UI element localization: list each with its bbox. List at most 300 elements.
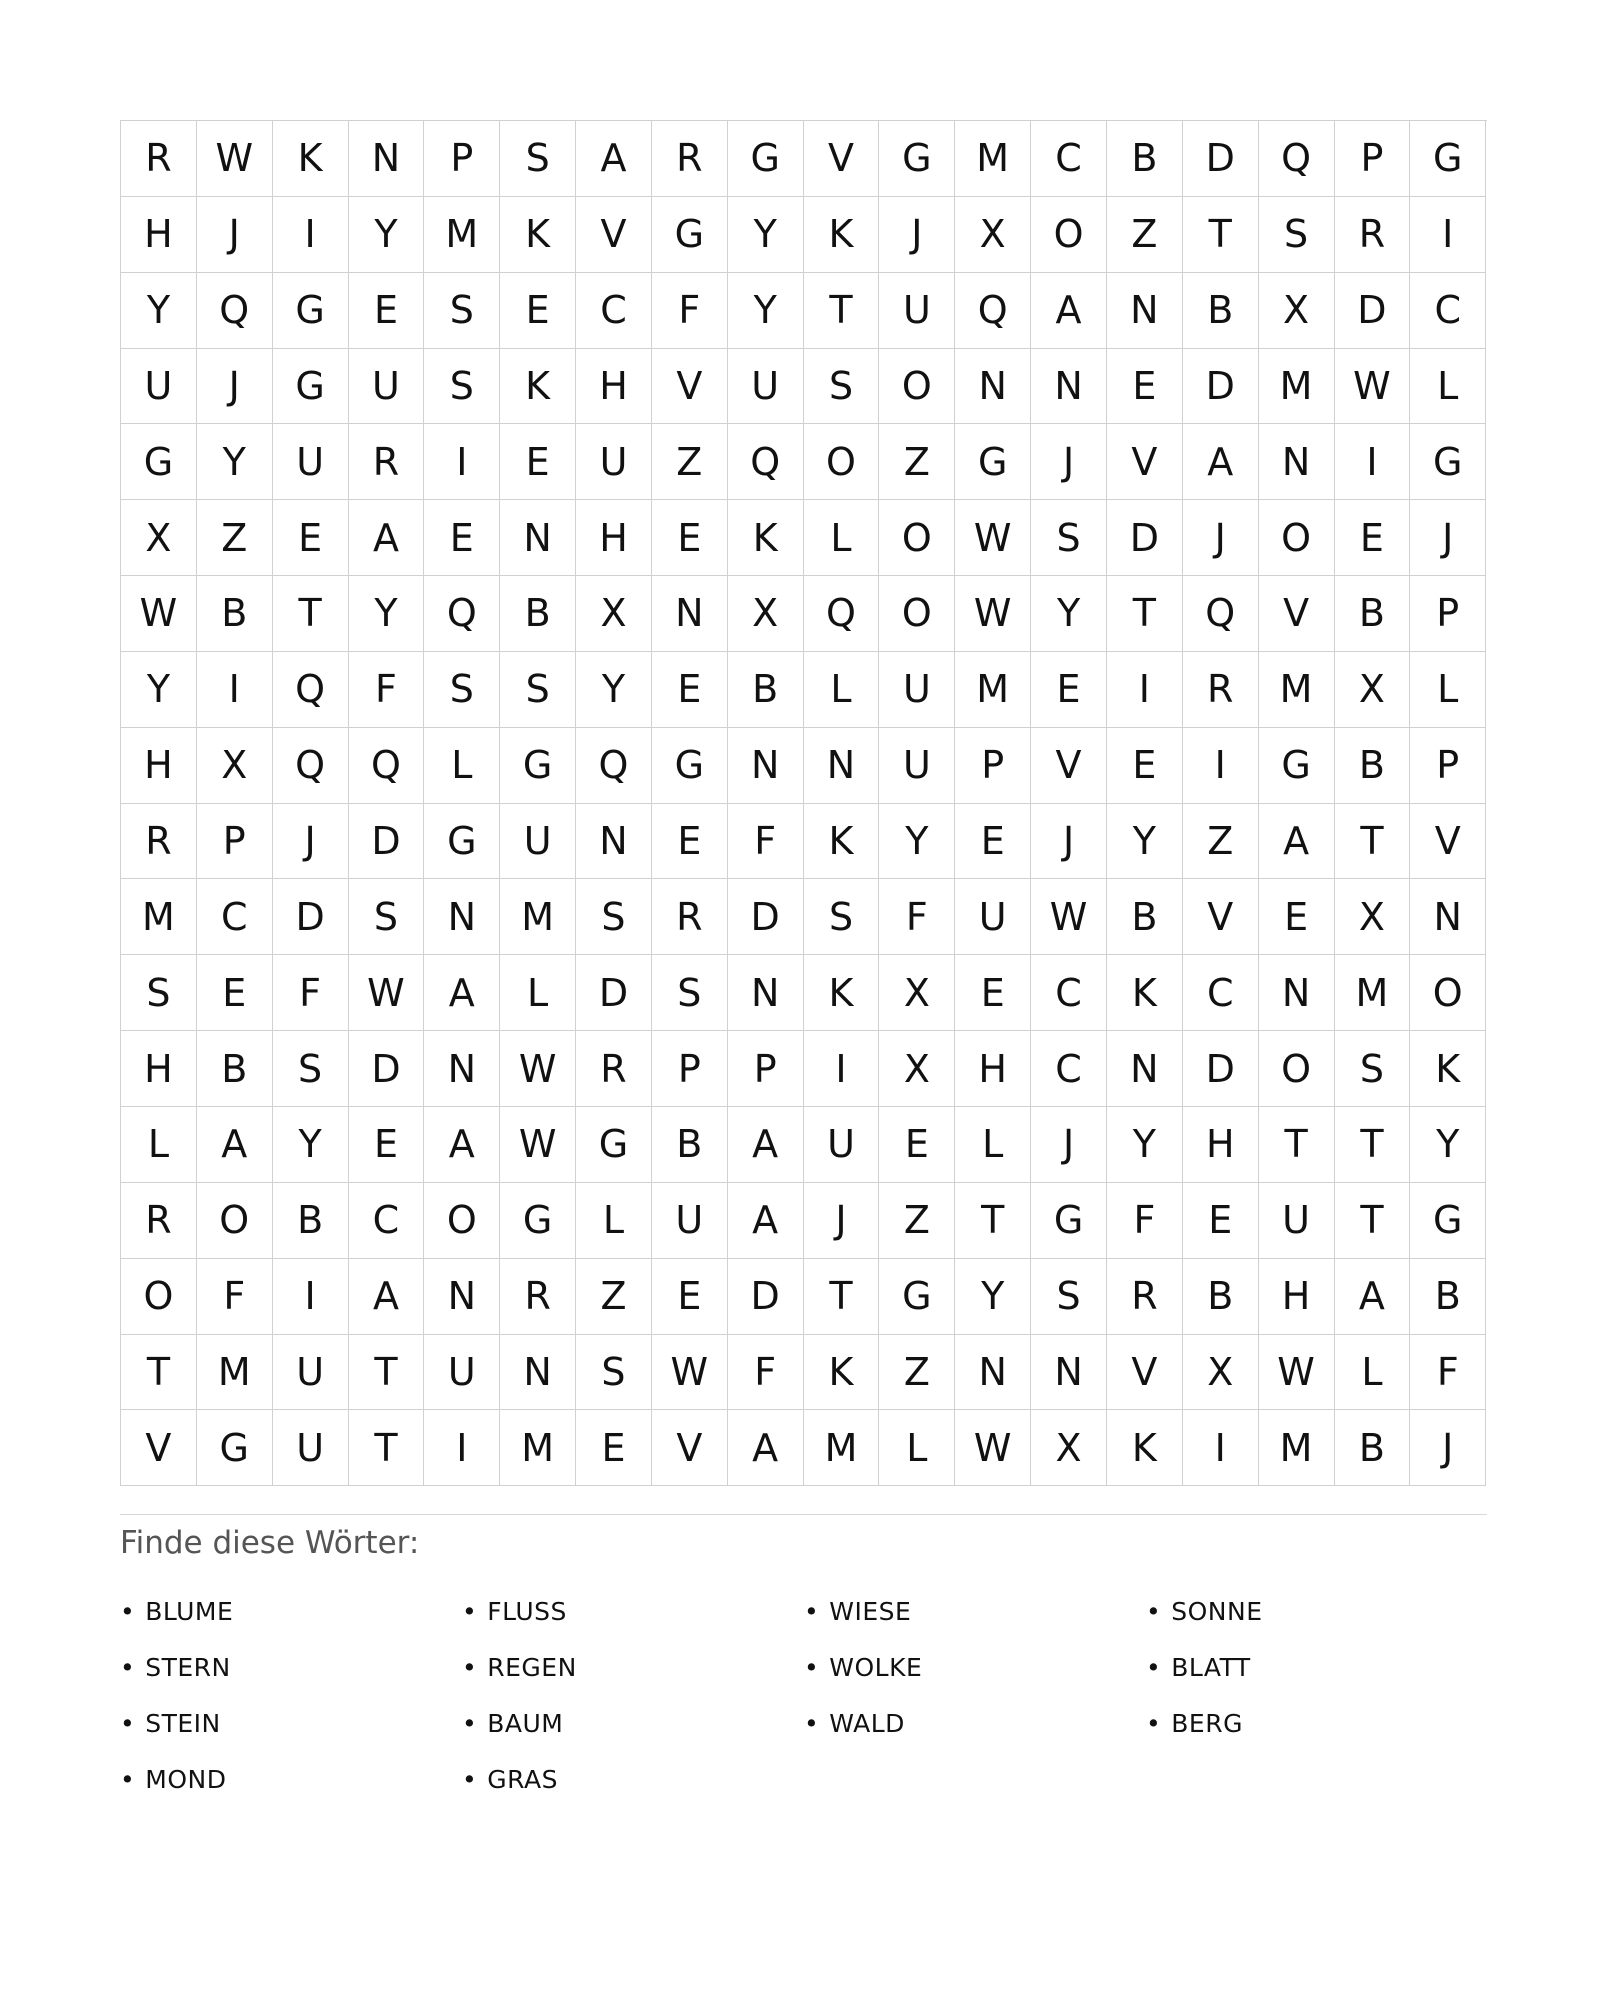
grid-cell[interactable]: X xyxy=(879,955,955,1031)
grid-cell[interactable]: Q xyxy=(955,273,1031,349)
grid-cell[interactable]: D xyxy=(1107,500,1183,576)
grid-cell[interactable]: O xyxy=(1410,955,1486,1031)
grid-cell[interactable]: M xyxy=(1259,652,1335,728)
grid-cell[interactable]: N xyxy=(1031,1335,1107,1411)
grid-cell[interactable]: O xyxy=(1031,197,1107,273)
grid-cell[interactable]: M xyxy=(121,879,197,955)
grid-cell[interactable]: U xyxy=(879,728,955,804)
grid-cell[interactable]: B xyxy=(1335,576,1411,652)
grid-cell[interactable]: S xyxy=(121,955,197,1031)
grid-cell[interactable]: Y xyxy=(121,652,197,728)
grid-cell[interactable]: P xyxy=(1335,121,1411,197)
grid-cell[interactable]: R xyxy=(121,121,197,197)
grid-cell[interactable]: E xyxy=(1031,652,1107,728)
grid-cell[interactable]: H xyxy=(1183,1107,1259,1183)
grid-cell[interactable]: H xyxy=(121,1031,197,1107)
grid-cell[interactable]: S xyxy=(424,273,500,349)
grid-cell[interactable]: E xyxy=(424,500,500,576)
grid-cell[interactable]: O xyxy=(879,500,955,576)
grid-cell[interactable]: Q xyxy=(1259,121,1335,197)
grid-cell[interactable]: A xyxy=(728,1410,804,1486)
grid-cell[interactable]: U xyxy=(955,879,1031,955)
grid-cell[interactable]: E xyxy=(652,1259,728,1335)
grid-cell[interactable]: J xyxy=(197,197,273,273)
grid-cell[interactable]: C xyxy=(1031,121,1107,197)
grid-cell[interactable]: O xyxy=(1259,1031,1335,1107)
grid-cell[interactable]: E xyxy=(1183,1183,1259,1259)
grid-cell[interactable]: S xyxy=(500,121,576,197)
grid-cell[interactable]: V xyxy=(1031,728,1107,804)
grid-cell[interactable]: Y xyxy=(1031,576,1107,652)
grid-cell[interactable]: N xyxy=(1259,424,1335,500)
grid-cell[interactable]: V xyxy=(1410,804,1486,880)
grid-cell[interactable]: D xyxy=(576,955,652,1031)
grid-cell[interactable]: K xyxy=(500,197,576,273)
grid-cell[interactable]: B xyxy=(197,1031,273,1107)
grid-cell[interactable]: K xyxy=(804,197,880,273)
grid-cell[interactable]: F xyxy=(1410,1335,1486,1411)
grid-cell[interactable]: N xyxy=(804,728,880,804)
grid-cell[interactable]: L xyxy=(1335,1335,1411,1411)
grid-cell[interactable]: Z xyxy=(652,424,728,500)
grid-cell[interactable]: D xyxy=(1183,349,1259,425)
grid-cell[interactable]: G xyxy=(1410,1183,1486,1259)
grid-cell[interactable]: K xyxy=(804,955,880,1031)
grid-cell[interactable]: U xyxy=(273,1410,349,1486)
grid-cell[interactable]: Q xyxy=(804,576,880,652)
grid-cell[interactable]: K xyxy=(1410,1031,1486,1107)
grid-cell[interactable]: O xyxy=(879,349,955,425)
grid-cell[interactable]: N xyxy=(1107,1031,1183,1107)
grid-cell[interactable]: H xyxy=(121,197,197,273)
grid-cell[interactable]: Y xyxy=(197,424,273,500)
grid-cell[interactable]: J xyxy=(1031,1107,1107,1183)
grid-cell[interactable]: P xyxy=(728,1031,804,1107)
grid-cell[interactable]: Y xyxy=(955,1259,1031,1335)
grid-cell[interactable]: Q xyxy=(576,728,652,804)
grid-cell[interactable]: E xyxy=(500,273,576,349)
grid-cell[interactable]: P xyxy=(1410,576,1486,652)
grid-cell[interactable]: V xyxy=(1107,1335,1183,1411)
grid-cell[interactable]: Z xyxy=(1183,804,1259,880)
grid-cell[interactable]: A xyxy=(728,1183,804,1259)
grid-cell[interactable]: Y xyxy=(273,1107,349,1183)
grid-cell[interactable]: R xyxy=(121,1183,197,1259)
grid-cell[interactable]: B xyxy=(1335,728,1411,804)
grid-cell[interactable]: D xyxy=(273,879,349,955)
grid-cell[interactable]: Q xyxy=(273,728,349,804)
grid-cell[interactable]: W xyxy=(955,576,1031,652)
grid-cell[interactable]: V xyxy=(1183,879,1259,955)
grid-cell[interactable]: I xyxy=(273,197,349,273)
grid-cell[interactable]: M xyxy=(1335,955,1411,1031)
grid-cell[interactable]: I xyxy=(804,1031,880,1107)
grid-cell[interactable]: E xyxy=(1107,349,1183,425)
grid-cell[interactable]: U xyxy=(121,349,197,425)
grid-cell[interactable]: X xyxy=(197,728,273,804)
grid-cell[interactable]: U xyxy=(1259,1183,1335,1259)
grid-cell[interactable]: J xyxy=(1410,500,1486,576)
grid-cell[interactable]: E xyxy=(652,500,728,576)
grid-cell[interactable]: T xyxy=(1107,576,1183,652)
grid-cell[interactable]: Q xyxy=(728,424,804,500)
grid-cell[interactable]: U xyxy=(652,1183,728,1259)
grid-cell[interactable]: A xyxy=(1259,804,1335,880)
grid-cell[interactable]: X xyxy=(1259,273,1335,349)
grid-cell[interactable]: L xyxy=(424,728,500,804)
grid-cell[interactable]: W xyxy=(197,121,273,197)
grid-cell[interactable]: S xyxy=(804,879,880,955)
grid-cell[interactable]: T xyxy=(273,576,349,652)
grid-cell[interactable]: T xyxy=(804,273,880,349)
grid-cell[interactable]: I xyxy=(424,1410,500,1486)
grid-cell[interactable]: X xyxy=(576,576,652,652)
grid-cell[interactable]: K xyxy=(273,121,349,197)
grid-cell[interactable]: J xyxy=(804,1183,880,1259)
grid-cell[interactable]: Y xyxy=(576,652,652,728)
grid-cell[interactable]: S xyxy=(1259,197,1335,273)
grid-cell[interactable]: G xyxy=(652,197,728,273)
grid-cell[interactable]: N xyxy=(1259,955,1335,1031)
grid-cell[interactable]: E xyxy=(1259,879,1335,955)
grid-cell[interactable]: V xyxy=(652,349,728,425)
grid-cell[interactable]: Z xyxy=(1107,197,1183,273)
grid-cell[interactable]: Z xyxy=(197,500,273,576)
grid-cell[interactable]: Q xyxy=(273,652,349,728)
grid-cell[interactable]: G xyxy=(1410,424,1486,500)
grid-cell[interactable]: N xyxy=(500,500,576,576)
grid-cell[interactable]: U xyxy=(500,804,576,880)
grid-cell[interactable]: J xyxy=(197,349,273,425)
grid-cell[interactable]: Z xyxy=(879,1335,955,1411)
grid-cell[interactable]: L xyxy=(879,1410,955,1486)
grid-cell[interactable]: E xyxy=(1335,500,1411,576)
grid-cell[interactable]: U xyxy=(273,1335,349,1411)
grid-cell[interactable]: K xyxy=(1107,955,1183,1031)
grid-cell[interactable]: W xyxy=(1335,349,1411,425)
grid-cell[interactable]: X xyxy=(1031,1410,1107,1486)
grid-cell[interactable]: A xyxy=(349,500,425,576)
grid-cell[interactable]: W xyxy=(955,500,1031,576)
grid-cell[interactable]: M xyxy=(1259,349,1335,425)
grid-cell[interactable]: T xyxy=(349,1410,425,1486)
grid-cell[interactable]: P xyxy=(424,121,500,197)
grid-cell[interactable]: C xyxy=(349,1183,425,1259)
grid-cell[interactable]: G xyxy=(955,424,1031,500)
grid-cell[interactable]: J xyxy=(1410,1410,1486,1486)
grid-cell[interactable]: D xyxy=(349,1031,425,1107)
grid-cell[interactable]: I xyxy=(1183,728,1259,804)
grid-cell[interactable]: U xyxy=(273,424,349,500)
grid-cell[interactable]: C xyxy=(197,879,273,955)
grid-cell[interactable]: T xyxy=(1335,1107,1411,1183)
grid-cell[interactable]: B xyxy=(197,576,273,652)
grid-cell[interactable]: M xyxy=(955,121,1031,197)
grid-cell[interactable]: T xyxy=(349,1335,425,1411)
grid-cell[interactable]: A xyxy=(424,955,500,1031)
grid-cell[interactable]: G xyxy=(273,349,349,425)
grid-cell[interactable]: S xyxy=(576,1335,652,1411)
grid-cell[interactable]: G xyxy=(1410,121,1486,197)
grid-cell[interactable]: W xyxy=(1031,879,1107,955)
grid-cell[interactable]: N xyxy=(728,728,804,804)
grid-cell[interactable]: U xyxy=(424,1335,500,1411)
grid-cell[interactable]: B xyxy=(1183,1259,1259,1335)
grid-cell[interactable]: V xyxy=(576,197,652,273)
grid-cell[interactable]: S xyxy=(1031,500,1107,576)
grid-cell[interactable]: Y xyxy=(121,273,197,349)
grid-cell[interactable]: F xyxy=(197,1259,273,1335)
grid-cell[interactable]: G xyxy=(424,804,500,880)
grid-cell[interactable]: N xyxy=(349,121,425,197)
grid-cell[interactable]: A xyxy=(1183,424,1259,500)
grid-cell[interactable]: B xyxy=(1107,879,1183,955)
grid-cell[interactable]: G xyxy=(879,121,955,197)
grid-cell[interactable]: E xyxy=(349,273,425,349)
grid-cell[interactable]: J xyxy=(1031,424,1107,500)
grid-cell[interactable]: G xyxy=(500,1183,576,1259)
grid-cell[interactable]: G xyxy=(500,728,576,804)
grid-cell[interactable]: G xyxy=(576,1107,652,1183)
grid-cell[interactable]: X xyxy=(1183,1335,1259,1411)
grid-cell[interactable]: I xyxy=(197,652,273,728)
grid-cell[interactable]: E xyxy=(273,500,349,576)
grid-cell[interactable]: S xyxy=(349,879,425,955)
grid-cell[interactable]: J xyxy=(879,197,955,273)
grid-cell[interactable]: V xyxy=(1107,424,1183,500)
grid-cell[interactable]: R xyxy=(500,1259,576,1335)
grid-cell[interactable]: X xyxy=(1335,652,1411,728)
grid-cell[interactable]: M xyxy=(1259,1410,1335,1486)
grid-cell[interactable]: N xyxy=(424,1259,500,1335)
grid-cell[interactable]: E xyxy=(652,652,728,728)
grid-cell[interactable]: N xyxy=(1410,879,1486,955)
grid-cell[interactable]: J xyxy=(1183,500,1259,576)
grid-cell[interactable]: T xyxy=(1259,1107,1335,1183)
grid-cell[interactable]: Q xyxy=(1183,576,1259,652)
grid-cell[interactable]: C xyxy=(1031,1031,1107,1107)
grid-cell[interactable]: E xyxy=(879,1107,955,1183)
grid-cell[interactable]: V xyxy=(121,1410,197,1486)
grid-cell[interactable]: F xyxy=(652,273,728,349)
grid-cell[interactable]: F xyxy=(728,804,804,880)
grid-cell[interactable]: C xyxy=(1410,273,1486,349)
grid-cell[interactable]: D xyxy=(349,804,425,880)
grid-cell[interactable]: I xyxy=(424,424,500,500)
grid-cell[interactable]: T xyxy=(1183,197,1259,273)
grid-cell[interactable]: Y xyxy=(1107,804,1183,880)
grid-cell[interactable]: Q xyxy=(197,273,273,349)
grid-cell[interactable]: B xyxy=(1107,121,1183,197)
grid-cell[interactable]: G xyxy=(197,1410,273,1486)
grid-cell[interactable]: G xyxy=(121,424,197,500)
grid-cell[interactable]: H xyxy=(1259,1259,1335,1335)
grid-cell[interactable]: P xyxy=(1410,728,1486,804)
grid-cell[interactable]: Z xyxy=(879,424,955,500)
grid-cell[interactable]: L xyxy=(121,1107,197,1183)
grid-cell[interactable]: L xyxy=(576,1183,652,1259)
grid-cell[interactable]: M xyxy=(197,1335,273,1411)
grid-cell[interactable]: O xyxy=(879,576,955,652)
grid-cell[interactable]: E xyxy=(955,955,1031,1031)
grid-cell[interactable]: L xyxy=(500,955,576,1031)
grid-cell[interactable]: U xyxy=(879,652,955,728)
grid-cell[interactable]: S xyxy=(804,349,880,425)
grid-cell[interactable]: H xyxy=(955,1031,1031,1107)
grid-cell[interactable]: S xyxy=(273,1031,349,1107)
grid-cell[interactable]: L xyxy=(804,500,880,576)
grid-cell[interactable]: U xyxy=(349,349,425,425)
grid-cell[interactable]: R xyxy=(652,879,728,955)
grid-cell[interactable]: P xyxy=(197,804,273,880)
grid-cell[interactable]: H xyxy=(576,500,652,576)
grid-cell[interactable]: W xyxy=(500,1107,576,1183)
grid-cell[interactable]: D xyxy=(1183,1031,1259,1107)
grid-cell[interactable]: G xyxy=(1259,728,1335,804)
grid-cell[interactable]: X xyxy=(121,500,197,576)
grid-cell[interactable]: T xyxy=(955,1183,1031,1259)
grid-cell[interactable]: C xyxy=(1031,955,1107,1031)
grid-cell[interactable]: Y xyxy=(728,273,804,349)
grid-cell[interactable]: F xyxy=(273,955,349,1031)
grid-cell[interactable]: E xyxy=(955,804,1031,880)
grid-cell[interactable]: R xyxy=(1335,197,1411,273)
grid-cell[interactable]: O xyxy=(804,424,880,500)
grid-cell[interactable]: I xyxy=(1335,424,1411,500)
grid-cell[interactable]: C xyxy=(576,273,652,349)
grid-cell[interactable]: X xyxy=(955,197,1031,273)
grid-cell[interactable]: Y xyxy=(728,197,804,273)
grid-cell[interactable]: Q xyxy=(424,576,500,652)
grid-cell[interactable]: E xyxy=(576,1410,652,1486)
grid-cell[interactable]: E xyxy=(197,955,273,1031)
grid-cell[interactable]: D xyxy=(1183,121,1259,197)
grid-cell[interactable]: U xyxy=(879,273,955,349)
grid-cell[interactable]: I xyxy=(1410,197,1486,273)
grid-cell[interactable]: G xyxy=(728,121,804,197)
grid-cell[interactable]: U xyxy=(804,1107,880,1183)
grid-cell[interactable]: B xyxy=(273,1183,349,1259)
grid-cell[interactable]: U xyxy=(728,349,804,425)
grid-cell[interactable]: M xyxy=(500,1410,576,1486)
grid-cell[interactable]: W xyxy=(1259,1335,1335,1411)
grid-cell[interactable]: E xyxy=(1107,728,1183,804)
grid-cell[interactable]: V xyxy=(652,1410,728,1486)
grid-cell[interactable]: N xyxy=(576,804,652,880)
grid-cell[interactable]: N xyxy=(1107,273,1183,349)
grid-cell[interactable]: T xyxy=(121,1335,197,1411)
grid-cell[interactable]: E xyxy=(349,1107,425,1183)
grid-cell[interactable]: M xyxy=(955,652,1031,728)
grid-cell[interactable]: R xyxy=(349,424,425,500)
grid-cell[interactable]: B xyxy=(1410,1259,1486,1335)
grid-cell[interactable]: M xyxy=(500,879,576,955)
grid-cell[interactable]: S xyxy=(652,955,728,1031)
grid-cell[interactable]: N xyxy=(728,955,804,1031)
grid-cell[interactable]: W xyxy=(121,576,197,652)
grid-cell[interactable]: H xyxy=(576,349,652,425)
grid-cell[interactable]: D xyxy=(728,1259,804,1335)
grid-cell[interactable]: S xyxy=(1335,1031,1411,1107)
grid-cell[interactable]: X xyxy=(728,576,804,652)
grid-cell[interactable]: Q xyxy=(349,728,425,804)
grid-cell[interactable]: F xyxy=(728,1335,804,1411)
grid-cell[interactable]: K xyxy=(804,804,880,880)
grid-cell[interactable]: W xyxy=(500,1031,576,1107)
grid-cell[interactable]: P xyxy=(955,728,1031,804)
grid-cell[interactable]: T xyxy=(1335,804,1411,880)
grid-cell[interactable]: O xyxy=(197,1183,273,1259)
grid-cell[interactable]: N xyxy=(955,1335,1031,1411)
grid-cell[interactable]: D xyxy=(728,879,804,955)
grid-cell[interactable]: K xyxy=(804,1335,880,1411)
grid-cell[interactable]: F xyxy=(1107,1183,1183,1259)
grid-cell[interactable]: N xyxy=(1031,349,1107,425)
grid-cell[interactable]: A xyxy=(349,1259,425,1335)
grid-cell[interactable]: O xyxy=(121,1259,197,1335)
grid-cell[interactable]: M xyxy=(804,1410,880,1486)
grid-cell[interactable]: F xyxy=(879,879,955,955)
grid-cell[interactable]: B xyxy=(500,576,576,652)
grid-cell[interactable]: U xyxy=(576,424,652,500)
grid-cell[interactable]: Y xyxy=(1410,1107,1486,1183)
grid-cell[interactable]: D xyxy=(1335,273,1411,349)
grid-cell[interactable]: T xyxy=(804,1259,880,1335)
grid-cell[interactable]: N xyxy=(500,1335,576,1411)
grid-cell[interactable]: G xyxy=(879,1259,955,1335)
grid-cell[interactable]: P xyxy=(652,1031,728,1107)
grid-cell[interactable]: J xyxy=(1031,804,1107,880)
grid-cell[interactable]: R xyxy=(121,804,197,880)
grid-cell[interactable]: E xyxy=(652,804,728,880)
grid-cell[interactable]: R xyxy=(1107,1259,1183,1335)
grid-cell[interactable]: A xyxy=(424,1107,500,1183)
grid-cell[interactable]: N xyxy=(424,879,500,955)
grid-cell[interactable]: W xyxy=(349,955,425,1031)
grid-cell[interactable]: Z xyxy=(576,1259,652,1335)
grid-cell[interactable]: R xyxy=(1183,652,1259,728)
grid-cell[interactable]: V xyxy=(804,121,880,197)
grid-cell[interactable]: G xyxy=(652,728,728,804)
grid-cell[interactable]: X xyxy=(879,1031,955,1107)
grid-cell[interactable]: Y xyxy=(349,197,425,273)
grid-cell[interactable]: B xyxy=(1335,1410,1411,1486)
grid-cell[interactable]: I xyxy=(1107,652,1183,728)
grid-cell[interactable]: Z xyxy=(879,1183,955,1259)
grid-cell[interactable]: C xyxy=(1183,955,1259,1031)
grid-cell[interactable]: I xyxy=(1183,1410,1259,1486)
grid-cell[interactable]: Y xyxy=(349,576,425,652)
grid-cell[interactable]: B xyxy=(728,652,804,728)
grid-cell[interactable]: X xyxy=(1335,879,1411,955)
grid-cell[interactable]: B xyxy=(1183,273,1259,349)
grid-cell[interactable]: T xyxy=(1335,1183,1411,1259)
grid-cell[interactable]: A xyxy=(576,121,652,197)
grid-cell[interactable]: R xyxy=(652,121,728,197)
grid-cell[interactable]: F xyxy=(349,652,425,728)
grid-cell[interactable]: K xyxy=(500,349,576,425)
grid-cell[interactable]: L xyxy=(804,652,880,728)
grid-cell[interactable]: B xyxy=(652,1107,728,1183)
grid-cell[interactable]: S xyxy=(500,652,576,728)
grid-cell[interactable]: M xyxy=(424,197,500,273)
grid-cell[interactable]: O xyxy=(1259,500,1335,576)
grid-cell[interactable]: O xyxy=(424,1183,500,1259)
grid-cell[interactable]: E xyxy=(500,424,576,500)
grid-cell[interactable]: N xyxy=(955,349,1031,425)
grid-cell[interactable]: A xyxy=(197,1107,273,1183)
grid-cell[interactable]: L xyxy=(955,1107,1031,1183)
